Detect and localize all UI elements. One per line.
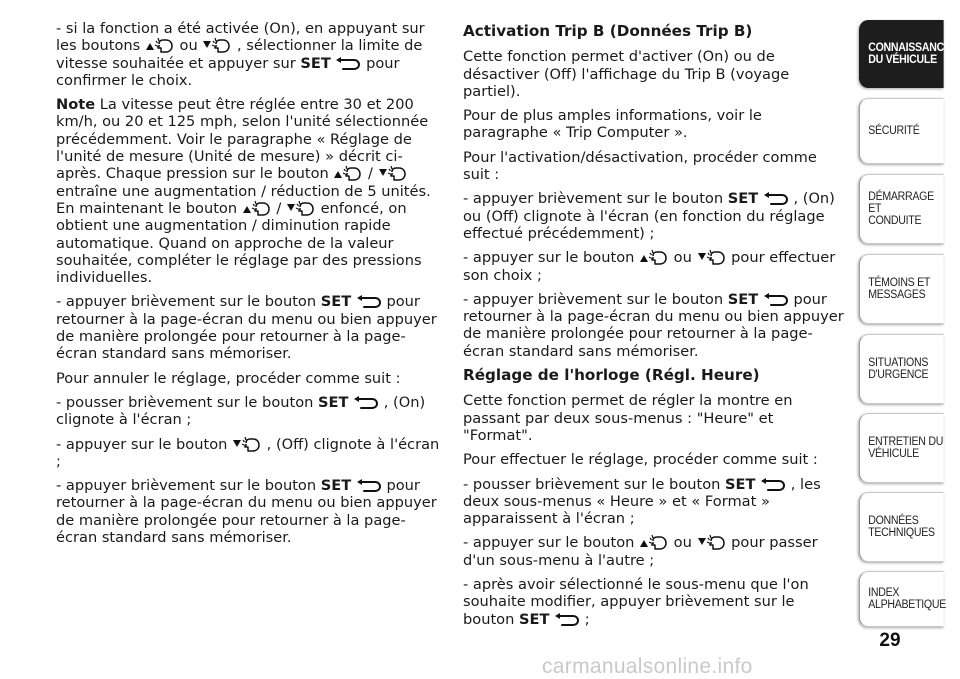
paragraph-clock-intro: Pour effectuer le réglage, procéder comme suit : bbox=[463, 451, 818, 469]
volume-up-icon bbox=[242, 200, 272, 216]
paragraph-trip-b-step3: - appuyer brièvement sur le bouton SET pour retourner à la page-écran du menu ou bien appuyer de manière prolongée pour retourner à la page-écran standard sans mémoriser. bbox=[463, 290, 844, 360]
paragraph-clock-step3: - après avoir sélectionné le sous-menu que l'on souhaite modifier, appuyer brièvement sur le bouton SET ; bbox=[463, 576, 809, 628]
volume-down-icon bbox=[202, 37, 232, 53]
tab-securite[interactable]: SÉCURITÉ bbox=[859, 98, 944, 164]
page-number: 29 bbox=[879, 630, 901, 651]
volume-down-icon bbox=[697, 534, 727, 550]
volume-up-icon bbox=[639, 534, 669, 550]
tab-connaissance-du-vehicule[interactable]: CONNAISSANCE DU VÉHICULE bbox=[859, 20, 944, 88]
tab-situations-d-urgence[interactable]: SITUATIONS D'URGENCE bbox=[859, 334, 944, 404]
set-return-icon bbox=[356, 479, 382, 493]
left-column bbox=[56, 20, 442, 553]
paragraph-trip-b-ref: Pour de plus amples informations, voir le paragraphe « Trip Computer ». bbox=[463, 107, 762, 142]
tab-donnees-techniques[interactable]: DONNÉES TECHNIQUES bbox=[859, 492, 944, 562]
set-return-icon bbox=[763, 293, 789, 307]
volume-up-icon bbox=[145, 37, 175, 53]
paragraph-set-return: - appuyer brièvement sur le bouton SET pour retourner à la page-écran du menu ou bien appuyer de manière prolongée pour retourner à la page-écran standard sans mémoriser. bbox=[56, 293, 437, 363]
note-label: Note bbox=[56, 96, 96, 114]
paragraph-clock-step2: - appuyer sur le bouton ou pour passer d'un sous-menu à l'autre ; bbox=[463, 534, 818, 569]
paragraph-trip-b-intro: Pour l'activation/désactivation, procéder comme suit : bbox=[463, 148, 817, 184]
tab-temoins-et-messages[interactable]: TÉMOINS ET MESSAGES bbox=[859, 254, 944, 324]
section-heading-trip-b: Activation Trip B (Données Trip B) bbox=[463, 22, 753, 40]
set-return-icon bbox=[335, 57, 361, 71]
tab-index-alphabetique[interactable]: INDEX ALPHABETIQUE bbox=[859, 571, 944, 627]
paragraph-speed-limit-select: - si la fonction a été activée (On), en appuyant sur les boutons ou , sélectionner la limite de vitesse souhaitée et appuyer sur SET pour confirmer le choix. bbox=[56, 20, 425, 89]
paragraph-clock-step1: - pousser brièvement sur le bouton SET , les deux sous-menus « Heure » et « Format » apparaissent à l'écran ; bbox=[463, 475, 821, 528]
volume-down-icon bbox=[286, 200, 316, 216]
volume-up-icon bbox=[639, 249, 669, 265]
set-return-icon bbox=[763, 192, 789, 206]
volume-down-icon bbox=[378, 165, 408, 181]
paragraph-trip-b-desc: Cette fonction permet d'activer (On) ou de désactiver (Off) l'affichage du Trip B (voyage partiel). bbox=[463, 48, 790, 100]
note-paragraph: Note La vitesse peut être réglée entre 30 et 200 km/h, ou 20 et 125 mph, selon l'unité sélectionnée précédemment. Voir le paragraphe « Réglage de l'unité de mesure (Unité de mesure) » décrit ci-après. Chaque pression sur le bouton / entraîne une augmentation / réduction de 5 unités. En maintenant le bouton / enfoncé, on obtient une augmentation / diminution rapide automatique. Quand on approche de la valeur souhaitée, compléter le réglage par des pressions individuelles. bbox=[56, 96, 431, 287]
set-return-icon bbox=[760, 478, 786, 492]
paragraph-cancel-intro: Pour annuler le réglage, procéder comme suit : bbox=[56, 369, 401, 387]
paragraph-trip-b-step2: - appuyer sur le bouton ou pour effectuer son choix ; bbox=[463, 249, 836, 284]
volume-up-icon bbox=[333, 165, 363, 181]
section-heading-clock: Réglage de l'horloge (Régl. Heure) bbox=[463, 366, 760, 385]
set-return-icon bbox=[353, 396, 379, 410]
set-return-icon bbox=[554, 613, 580, 627]
right-column bbox=[463, 20, 847, 635]
paragraph-cancel-step1: - pousser brièvement sur le bouton SET , (On) clignote à l'écran ; bbox=[56, 393, 426, 429]
tab-demarrage-et-conduite[interactable]: DÉMARRAGE ET CONDUITE bbox=[859, 174, 944, 244]
paragraph-cancel-step2: - appuyer sur le bouton , (Off) clignote à l'écran ; bbox=[56, 435, 440, 470]
tab-entretien-du-vehicule[interactable]: ENTRETIEN DU VÉHICULE bbox=[859, 413, 944, 483]
set-return-icon bbox=[356, 295, 382, 309]
paragraph-clock-desc: Cette fonction permet de régler la montre en passant par deux sous-menus : "Heure" et "Format". bbox=[463, 392, 793, 444]
watermark: carmanualsonline.info bbox=[542, 655, 753, 678]
volume-down-icon bbox=[697, 249, 727, 265]
paragraph-cancel-step3: - appuyer brièvement sur le bouton SET pour retourner à la page-écran du menu ou bien appuyer de manière prolongée pour retourner à la page-écran standard sans mémoriser. bbox=[56, 477, 437, 547]
volume-down-icon bbox=[232, 436, 262, 452]
paragraph-trip-b-step1: - appuyer brièvement sur le bouton SET , (On) ou (Off) clignote à l'écran (en fonction du réglage effectué précédemment) ; bbox=[463, 190, 835, 242]
